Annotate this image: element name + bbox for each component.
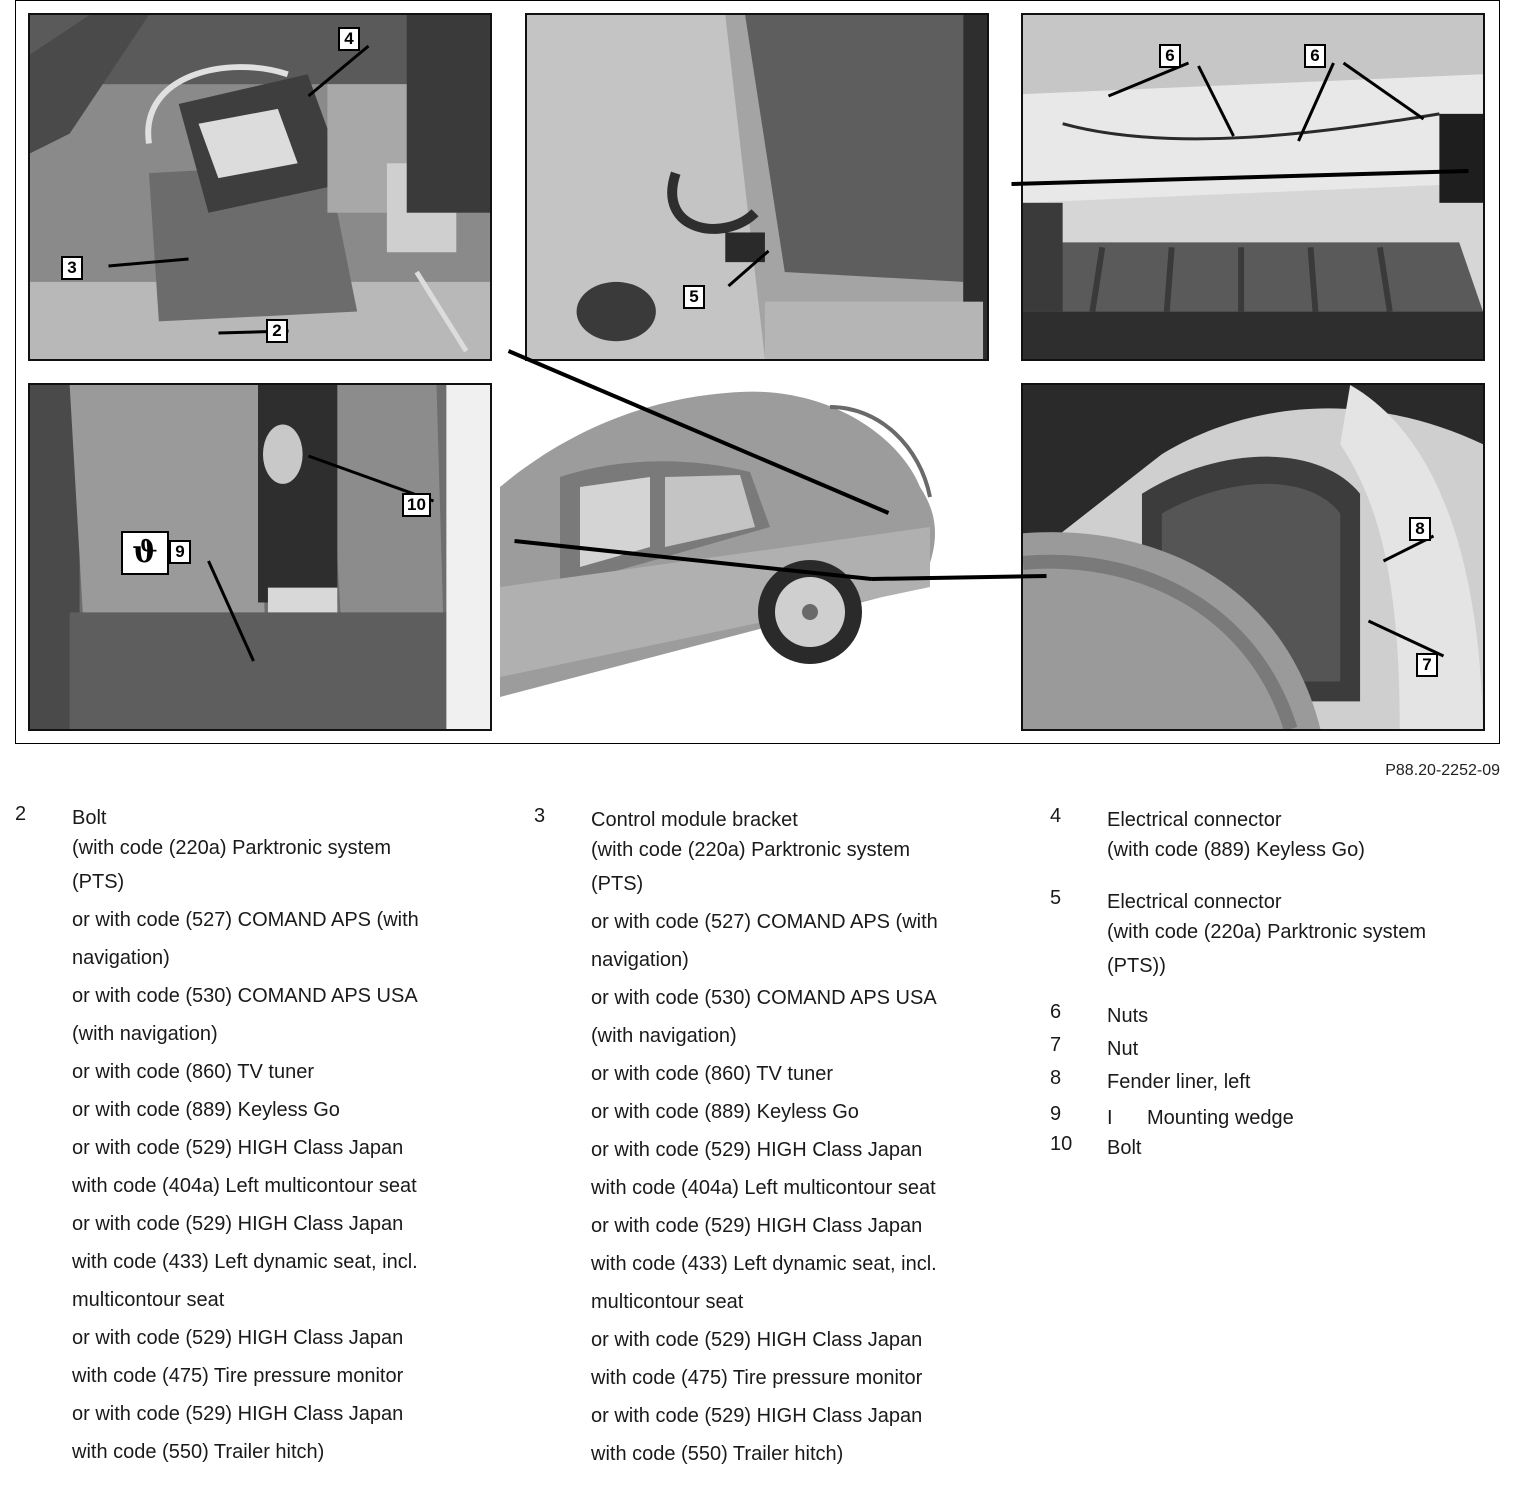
legend-line: or with code (529) HIGH Class Japan [591,1215,923,1237]
callout-10: 10 [402,493,431,517]
legend-title: Bolt [1107,1137,1142,1159]
legend-item-5 [1050,887,1520,985]
legend-number: 6 [1050,1001,1062,1023]
legend-line: or with code (529) HIGH Class Japan [591,1405,923,1427]
legend-line: or with code (529) HIGH Class Japan [72,1137,404,1159]
legend-item-6 [1050,1001,1520,1031]
legend-line: navigation) [72,947,170,969]
legend-line: or with code (529) HIGH Class Japan [72,1327,404,1349]
legend-line: or with code (889) Keyless Go [72,1099,340,1121]
legend-item-8 [1050,1067,1520,1097]
legend-line: or with code (530) COMAND APS USA [72,985,418,1007]
legend-line: (with navigation) [72,1023,218,1045]
legend-line: multicontour seat [72,1289,225,1311]
photo-vehicle-overview [500,377,950,707]
legend-line: or with code (529) HIGH Class Japan [591,1139,923,1161]
photo-fender-liner [1021,383,1485,731]
legend-title: Nuts [1107,1005,1149,1027]
legend-item-10 [1050,1133,1520,1163]
callout-2: 2 [266,319,288,343]
legend-item-7 [1050,1034,1520,1064]
legend-line: (PTS) [72,871,125,893]
legend-line: (with code (220a) Parktronic system [72,837,392,859]
legend-item-3 [534,805,1014,1473]
callout-9: 9 [169,540,191,564]
legend-line: (with code (220a) Parktronic system [1107,921,1427,943]
legend-line: with code (404a) Left multicontour seat [591,1177,936,1199]
callout-7: 7 [1416,653,1438,677]
legend-title: Fender liner, left [1107,1071,1251,1093]
callout-5: 5 [683,285,705,309]
legend-line: with code (550) Trailer hitch) [591,1443,844,1465]
pliers-symbol-icon: ϑ [121,531,169,575]
legend-line: or with code (529) HIGH Class Japan [591,1329,923,1351]
legend-line: or with code (530) COMAND APS USA [591,987,937,1009]
legend-item-4 [1050,805,1520,865]
legend-line: (with navigation) [591,1025,737,1047]
photo-trunk [1021,13,1485,361]
legend-marker: I [1107,1107,1113,1129]
legend-number: 3 [534,805,546,827]
legend-number: 10 [1050,1133,1073,1155]
legend-line: (with code (889) Keyless Go) [1107,839,1365,861]
legend-line: (with code (220a) Parktronic system [591,839,911,861]
legend-number: 5 [1050,887,1062,909]
legend-line: with code (433) Left dynamic seat, incl. [591,1253,937,1275]
legend-item-9 [1050,1103,1520,1133]
legend-line: (PTS)) [1107,955,1166,977]
callout-6-left: 6 [1159,44,1181,68]
legend-line: or with code (527) COMAND APS (with [591,911,938,933]
legend-column-3 [1050,805,1520,1171]
legend-line: with code (550) Trailer hitch) [72,1441,325,1463]
legend-line: multicontour seat [591,1291,744,1313]
legend-number: 4 [1050,805,1062,827]
callout-4: 4 [338,27,360,51]
legend-line: or with code (529) HIGH Class Japan [72,1403,404,1425]
legend-line: with code (433) Left dynamic seat, incl. [72,1251,418,1273]
legend-title: Nut [1107,1038,1139,1060]
legend-line: or with code (860) TV tuner [72,1061,314,1083]
legend-line: with code (404a) Left multicontour seat [72,1175,417,1197]
legend-line: navigation) [591,949,689,971]
legend-line: or with code (889) Keyless Go [591,1101,859,1123]
legend-line: with code (475) Tire pressure monitor [72,1365,404,1387]
legend-line: or with code (527) COMAND APS (with [72,909,419,931]
callout-6-right: 6 [1304,44,1326,68]
legend-number: 2 [15,803,27,825]
legend-number: 9 [1050,1103,1062,1125]
photo-wheel-arch [28,383,492,731]
legend-title: Control module bracket [591,809,798,831]
legend-column-2 [534,805,1014,1481]
legend-title: Electrical connector [1107,891,1282,913]
legend-line: or with code (529) HIGH Class Japan [72,1213,404,1235]
legend-title: Mounting wedge [1147,1107,1294,1129]
photo-rear-interior [525,13,989,361]
legend-line: with code (475) Tire pressure monitor [591,1367,923,1389]
legend-number: 7 [1050,1034,1062,1056]
figure-frame [15,0,1500,744]
legend-title: Bolt [72,807,107,829]
legend-title: Electrical connector [1107,809,1282,831]
legend-line: or with code (860) TV tuner [591,1063,833,1085]
legend-item-2 [15,803,495,1471]
callout-8: 8 [1409,517,1431,541]
callout-3: 3 [61,256,83,280]
legend-line: (PTS) [591,873,644,895]
figure-code: P88.20-2252-09 [1385,762,1500,779]
legend-number: 8 [1050,1067,1062,1089]
legend-column-1 [15,803,495,1479]
photo-control-module [28,13,492,361]
